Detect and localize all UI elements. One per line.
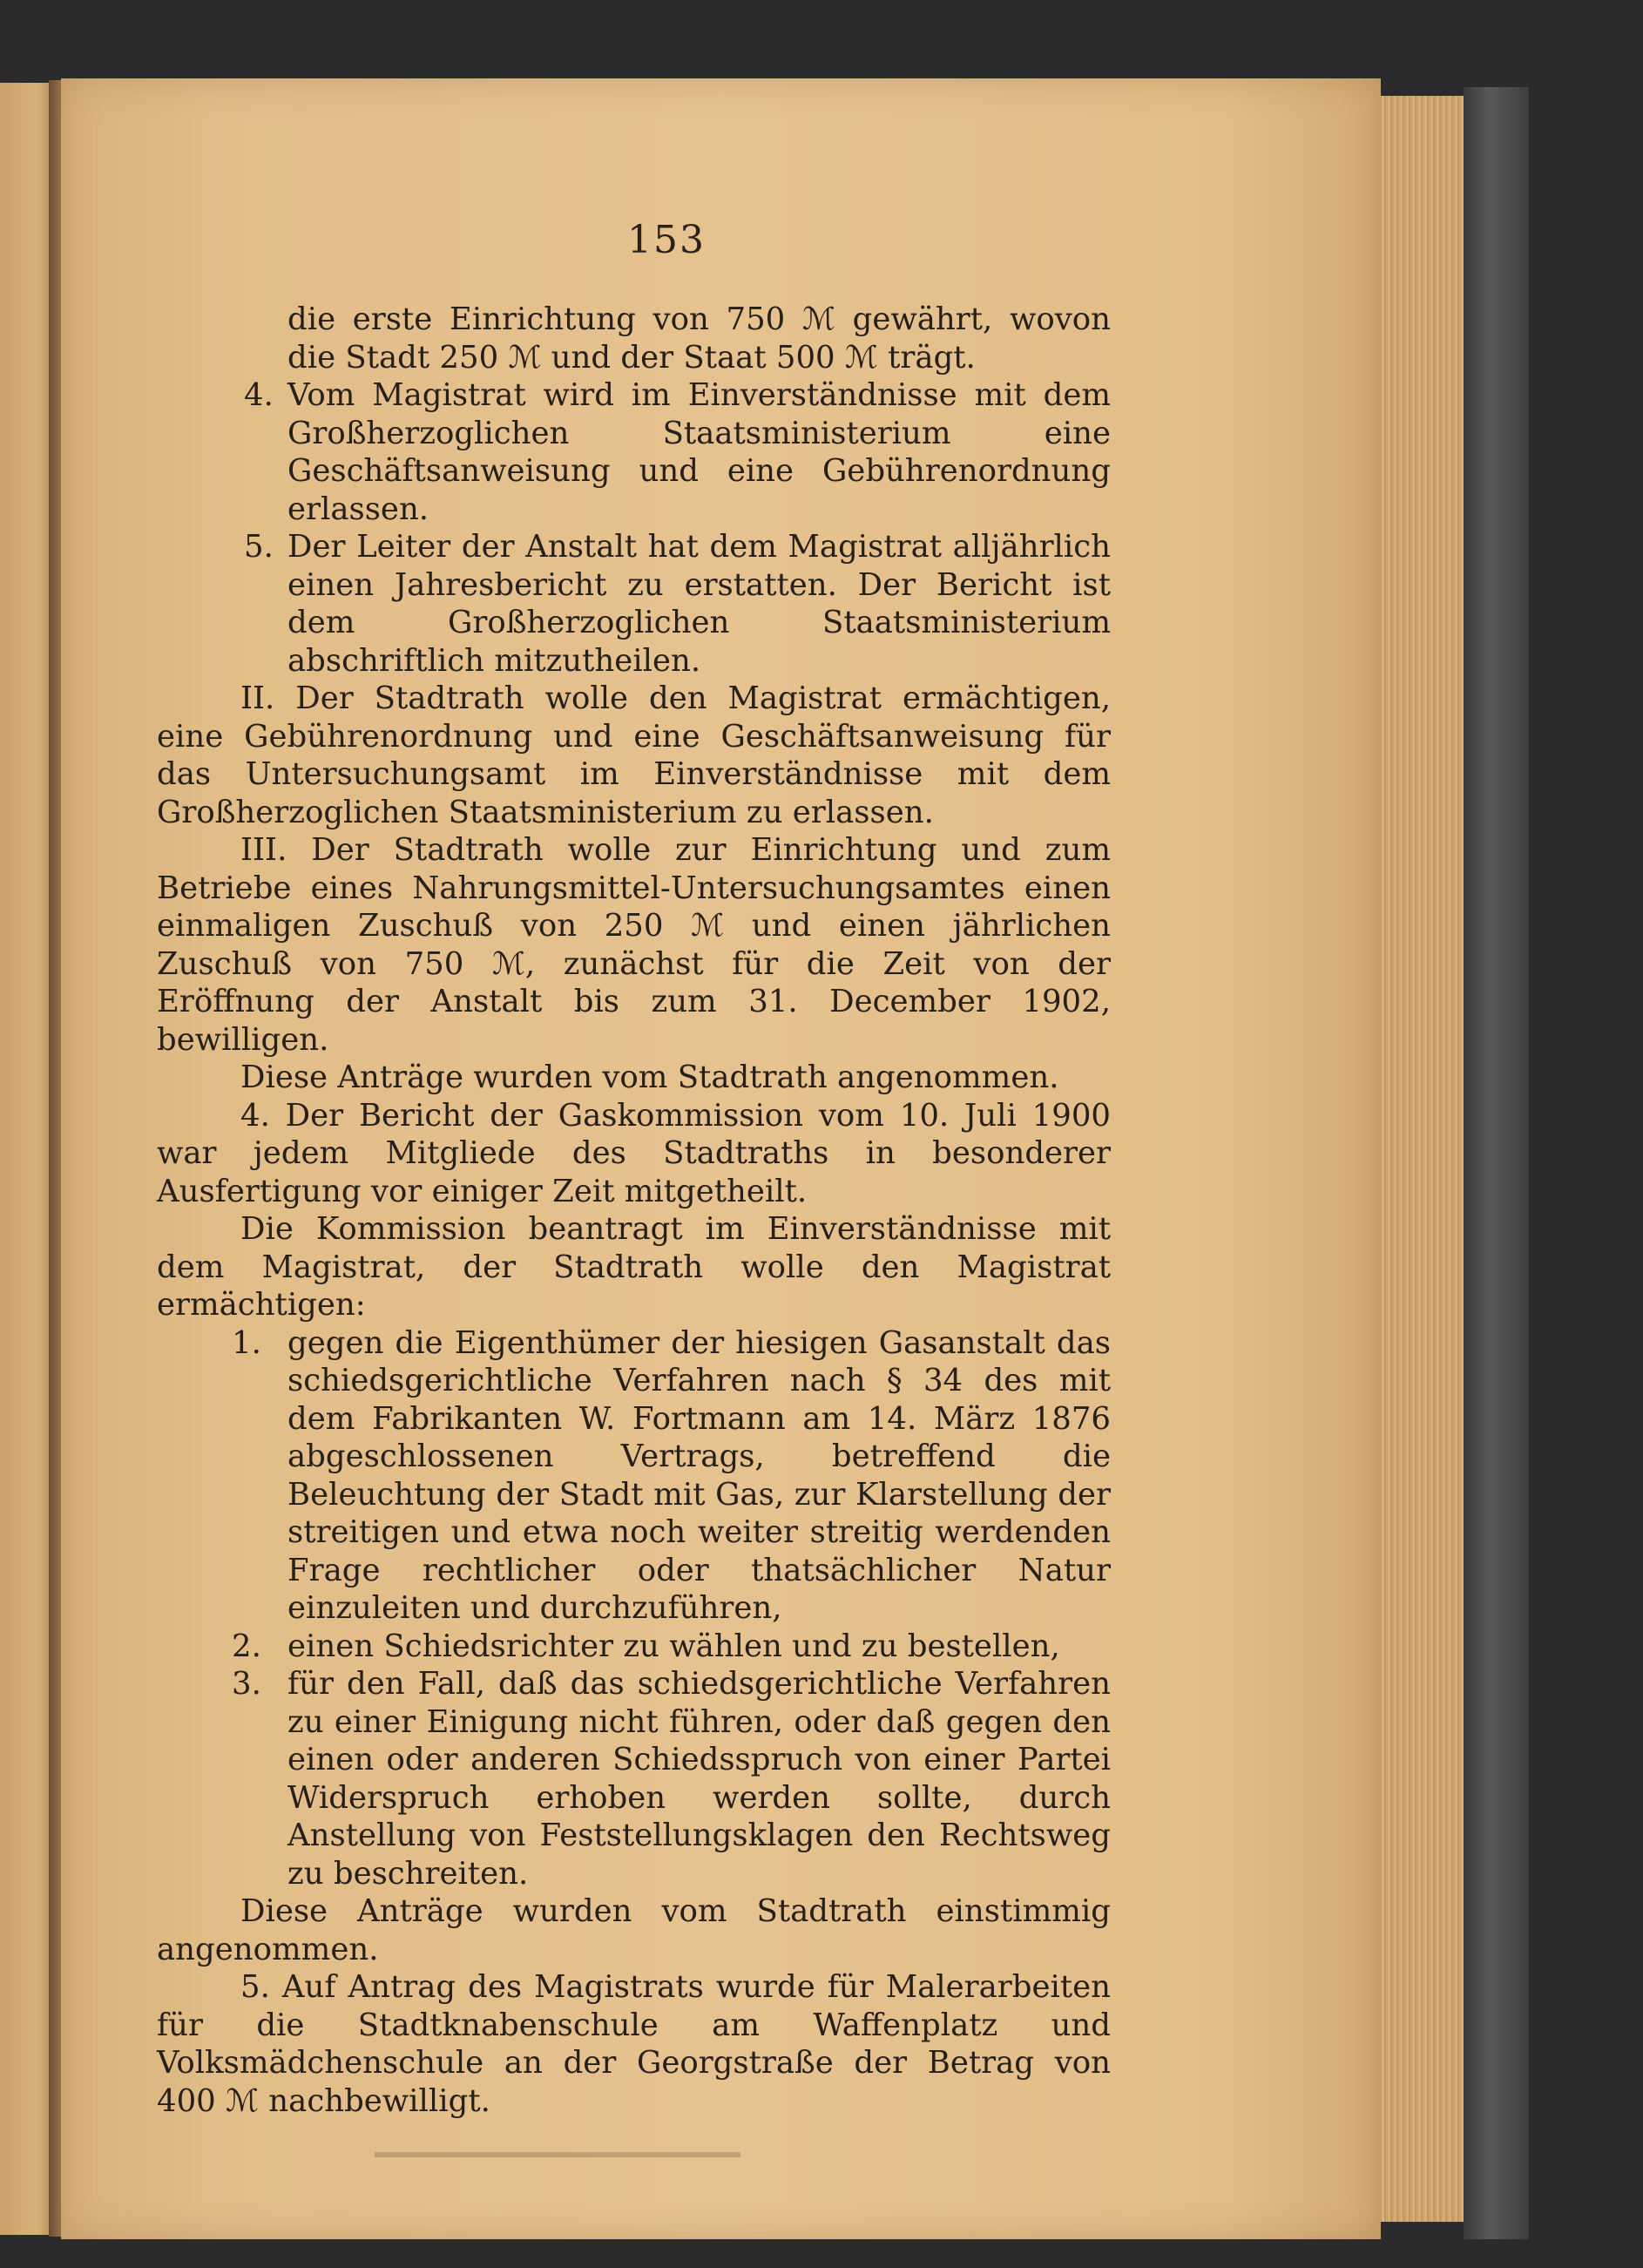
list-item-5 <box>157 528 1111 680</box>
list-item-4 <box>157 376 1111 528</box>
item-text: Vom Magistrat wird im Einverständnisse mit dem Großherzoglichen Staatsministerium eine Geschäftsanweisung und eine Gebührenordnung erlassen. <box>287 377 1111 527</box>
item-text: für den Fall, daß das schiedsgerichtliche Verfahren zu einer Einigung nicht führen, oder daß gegen den einen oder anderen Schiedsspruch von einer Partei Widerspruch erhoben werden sollte, durch Anstellung von Feststellungsklagen den Rechtsweg zu beschreiten. <box>287 1666 1111 1892</box>
paragraph-iii: III. Der Stadtrath wolle zur Einrichtung und zum Betriebe eines Nahrungsmittel-Untersuchungsamtes einen einmaligen Zuschuß von 250 ℳ und einen jährlichen Zuschuß von 750 ℳ, zunächst für die Zeit von der Eröffnung der Anstalt bis zum 31. December 1902, bewilligen. <box>157 832 1111 1058</box>
item-number: 3. <box>232 1666 261 1702</box>
item-number: 1. <box>232 1324 261 1361</box>
paragraph-resolution: Diese Anträge wurden vom Stadtrath angenommen. <box>240 1060 1059 1095</box>
paragraph-commission-motion: Die Kommission beantragt im Einverständnisse mit dem Magistrat, der Stadtrath wolle den Magistrat ermächtigen: <box>157 1211 1111 1323</box>
item-text: Der Leiter der Anstalt hat dem Magistrat alljährlich einen Jahresbericht zu erstatten. Der Bericht ist dem Großherzoglichen Staatsministerium abschriftlich mitzutheilen. <box>287 529 1111 679</box>
paragraph-continuation: die erste Einrichtung von 750 ℳ gewährt, wovon die Stadt 250 ℳ und der Staat 500 ℳ trägt. <box>287 301 1111 376</box>
page-number: 153 <box>627 218 706 262</box>
item-number: 2. <box>232 1628 261 1664</box>
item-text: gegen die Eigenthümer der hiesigen Gasanstalt das schiedsgerichtliche Verfahren nach § 34 des mit dem Fabrikanten W. Fortmann am 14. März 1876 abgeschlossenen Vertrags, betreffend die Beleuchtung der Stadt mit Gas, zur Klarstellung der streitigen und etwa noch weiter streitig werdenden Frage rechtlicher oder thatsächlicher Natur einzuleiten und durchzuführen, <box>287 1324 1111 1626</box>
paragraph-painting-works: 5. Auf Antrag des Magistrats wurde für Malerarbeiten für die Stadtknabenschule am Waffenplatz und Volksmädchenschule an der Georgstraße der Betrag von 400 ℳ nachbewilligt. <box>157 1969 1111 2119</box>
page-text <box>157 301 1111 2120</box>
motion-item-1 <box>157 1324 1111 1628</box>
item-number: 4. <box>244 377 274 413</box>
motion-item-3 <box>157 1665 1111 1892</box>
page-edges <box>1381 96 1464 2222</box>
paragraph-unanimous: Diese Anträge wurden vom Stadtrath einstimmig angenommen. <box>157 1893 1111 1967</box>
book-cover <box>1464 87 1529 2239</box>
paragraph-gas-commission: 4. Der Bericht der Gaskommission vom 10. Juli 1900 war jedem Mitgliede des Stadtraths in besonderer Ausfertigung vor einiger Zeit mitgetheilt. <box>157 1097 1111 1209</box>
item-text: einen Schiedsrichter zu wählen und zu bestellen, <box>287 1628 1060 1664</box>
motion-item-2 <box>157 1628 1111 1666</box>
paragraph-ii: II. Der Stadtrath wolle den Magistrat ermächtigen, eine Gebührenordnung und eine Geschäftsanweisung für das Untersuchungsamt im Einverständnisse mit dem Großherzoglichen Staatsministerium zu erlassen. <box>157 680 1111 830</box>
paper-mark <box>375 2152 740 2157</box>
item-number: 5. <box>244 529 274 565</box>
